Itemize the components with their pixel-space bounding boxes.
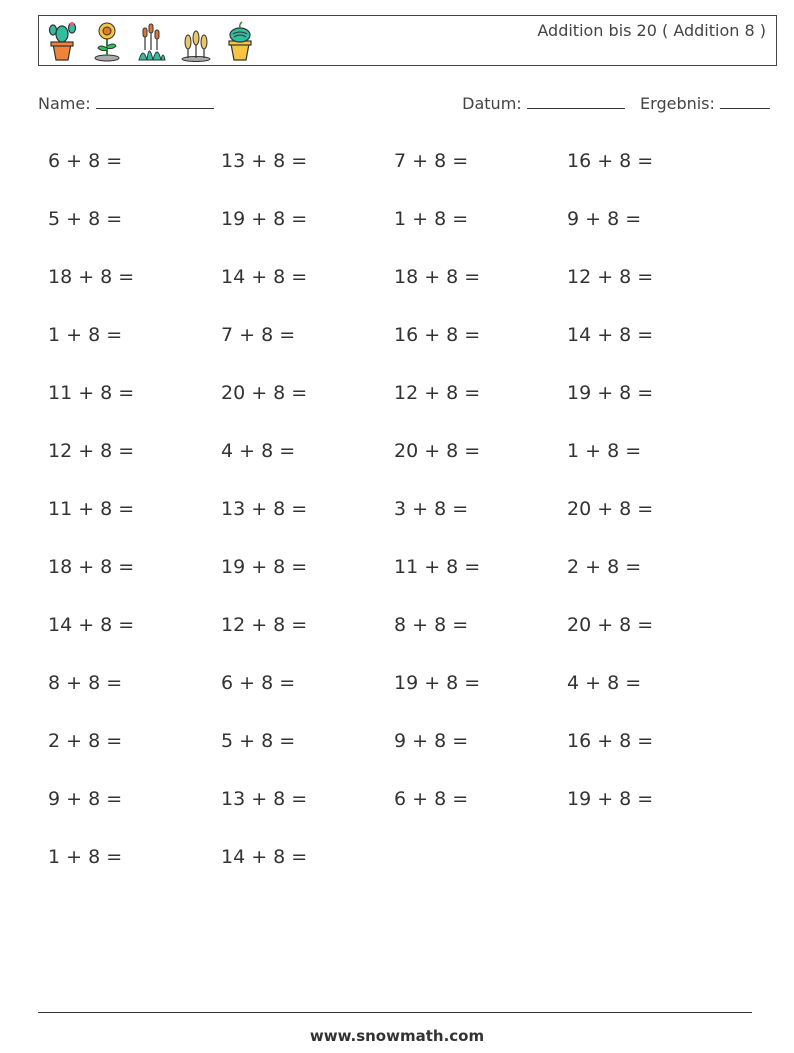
problem-item: 3 + 8 = [394,498,469,520]
problem-item: 20 + 8 = [567,614,654,636]
date-blank [527,92,625,109]
problem-item: 18 + 8 = [394,266,481,288]
result-label: Ergebnis: [640,94,715,113]
problem-item: 14 + 8 = [221,266,308,288]
reeds-icon [135,20,167,62]
problem-item: 18 + 8 = [48,266,135,288]
wheat-icon [180,20,212,62]
problem-item: 1 + 8 = [48,846,123,868]
name-blank [96,92,214,109]
problem-item: 20 + 8 = [567,498,654,520]
problem-grid [48,141,748,895]
problem-item: 5 + 8 = [48,208,123,230]
problem-item: 12 + 8 = [48,440,135,462]
problem-item: 4 + 8 = [221,440,296,462]
problem-item: 19 + 8 = [221,208,308,230]
problem-item: 19 + 8 = [567,788,654,810]
problem-item: 11 + 8 = [48,382,135,404]
problem-item: 11 + 8 = [394,556,481,578]
problem-item: 7 + 8 = [394,150,469,172]
problem-item: 9 + 8 = [48,788,123,810]
problem-item: 11 + 8 = [48,498,135,520]
worksheet-header [38,15,777,66]
problem-item: 19 + 8 = [394,672,481,694]
footer-url: www.snowmath.com [309,1027,485,1045]
problem-item: 6 + 8 = [221,672,296,694]
problem-item: 20 + 8 = [394,440,481,462]
problem-item: 8 + 8 = [48,672,123,694]
problem-item: 12 + 8 = [221,614,308,636]
problem-item: 8 + 8 = [394,614,469,636]
footer-divider [38,1012,752,1013]
problem-item: 14 + 8 = [221,846,308,868]
info-row [38,92,770,116]
problem-item: 13 + 8 = [221,498,308,520]
problem-item: 2 + 8 = [567,556,642,578]
problem-item: 19 + 8 = [221,556,308,578]
sunflower-icon [92,20,122,62]
problem-item: 4 + 8 = [567,672,642,694]
problem-item: 16 + 8 = [394,324,481,346]
header-icons [45,20,255,62]
problem-item: 13 + 8 = [221,788,308,810]
name-field [38,92,214,113]
problem-item: 16 + 8 = [567,150,654,172]
date-result-fields [462,92,770,113]
worksheet-title: Addition bis 20 ( Addition 8 ) [537,21,766,40]
problem-item: 16 + 8 = [567,730,654,752]
problem-item: 5 + 8 = [221,730,296,752]
problem-item: 19 + 8 = [567,382,654,404]
date-label: Datum: [462,94,522,113]
name-label: Name: [38,94,91,113]
problem-item: 1 + 8 = [48,324,123,346]
problem-item: 14 + 8 = [567,324,654,346]
problem-item: 6 + 8 = [48,150,123,172]
problem-item: 9 + 8 = [567,208,642,230]
problem-item: 12 + 8 = [394,382,481,404]
potted-plant-icon [225,20,255,62]
problem-item: 2 + 8 = [48,730,123,752]
problem-item: 14 + 8 = [48,614,135,636]
problem-item: 1 + 8 = [567,440,642,462]
problem-item: 1 + 8 = [394,208,469,230]
problem-item: 18 + 8 = [48,556,135,578]
problem-item: 7 + 8 = [221,324,296,346]
problem-item: 13 + 8 = [221,150,308,172]
problem-item: 20 + 8 = [221,382,308,404]
problem-item: 9 + 8 = [394,730,469,752]
result-blank [720,92,770,109]
problem-item: 12 + 8 = [567,266,654,288]
problem-item: 6 + 8 = [394,788,469,810]
cactus-pot-icon [45,20,79,62]
